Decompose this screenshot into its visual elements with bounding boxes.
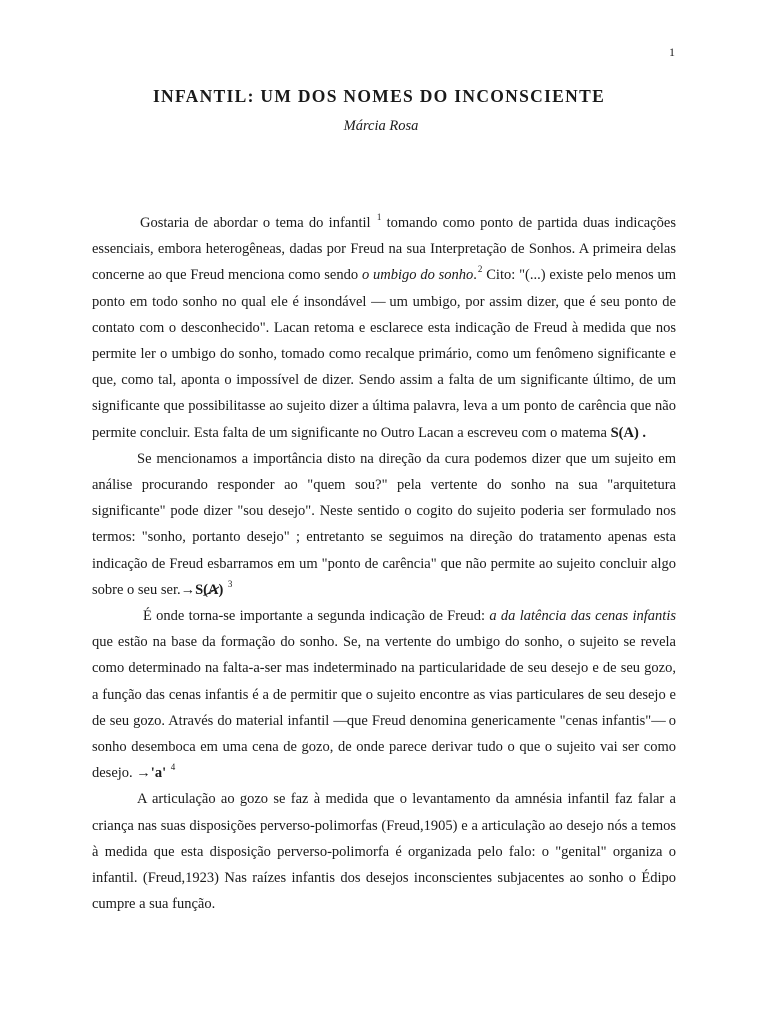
strike-mark-icon [195, 582, 223, 598]
paragraph-2-text-1: Se mencionamos a importância disto na direção da cura podemos dizer que um sujeito em análise procurando responder ao "quem sou?" pela vertente do sonho na sua "arquitetura significante" pode dizer "sou desejo". Neste sentido o cogito do sujeito poderia ser formulado nos termos: "sonho, portanto desejo" ; entretanto se seguimos na direção do tratamento apenas esta indicação de Freud esbarramos em um "ponto de carência" que não permite ao sujeito concluir algo sobre o seu ser. [92, 450, 676, 598]
document-title-text: INFANTIL: UM DOS NOMES DO INCONSCIENTE [152, 86, 606, 106]
em-dash: — [651, 712, 665, 729]
paragraph-3-text-2: que estão na base da formação do sonho. Se, na vertente do umbigo do sonho, o sujeito se revela como determinado na falta-a-ser mas indeterminado na particularidade de seu desejo e de seu gozo, a função das cenas infantis é a de permitir que o sujeito encontre as vias particulares de seu desejo e de seu gozo. Através do material infantil [92, 634, 676, 729]
footnote-ref-1[interactable]: 1 [376, 212, 382, 222]
emphasis-latencia-cenas-infantis: a da latência das cenas infantis [489, 608, 676, 625]
paragraph-3-text-3: que Freud denomina genericamente "cenas infantis" [346, 712, 652, 729]
paragraph-2 [92, 446, 676, 603]
paragraph-3 [92, 603, 676, 786]
footnote-ref-4[interactable]: 4 [170, 762, 176, 773]
em-dash: — [333, 712, 347, 729]
paragraph-4 [92, 786, 676, 917]
document-title [0, 86, 768, 107]
matheme-s-barred-a-text: S(A) [195, 581, 224, 598]
paragraph-1-text-1: Gostaria de abordar o tema do infantil [140, 215, 371, 231]
author-name-text: Márcia Rosa [343, 118, 419, 134]
page-number: 1 [669, 45, 675, 59]
object-a-symbol: 'a' [150, 765, 167, 782]
paragraph-3-text-1: É onde torna-se importante a segunda indicação de Freud: [143, 608, 490, 625]
paragraph-4-text-1: A articulação ao gozo se faz à medida que o levantamento da amnésia infantil faz falar a criança nas suas disposições perverso-polimorfas (Freud,1905) e a articulação ao desejo nós a temos à medida que esta disposição perverso-polimorfa é organizada pelo falo: o "genital" organiza o infantil. (Freud,1923) Nas raízes infantis dos desejos inconscientes subjacentes ao sonho o Édipo cumpre a sua função. [92, 791, 676, 913]
footnote-ref-3[interactable]: 3 [227, 578, 233, 589]
body-text [92, 210, 676, 917]
paragraph-1-text-5: um umbigo, por assim dizer, que é seu ponto de contato com o desconhecido". Lacan retoma e esclarece esta indicação de Freud à medida que nos permite ler o umbigo do sonho, tomado como recalque primário, como um fenômeno significante e que, como tal, aponta o impossível de dizer. Sendo assim a falta de um significante último, de um significante que possibilitasse ao sujeito dizer a última palavra, leva a um ponto de carência que não permite concluir. Esta falta de um significante no Outro Lacan a escreveu com o matema [92, 293, 676, 441]
arrow-icon: → [180, 581, 196, 598]
em-dash: — [371, 293, 385, 310]
arrow-icon: → [136, 765, 151, 782]
paragraph-3-text-4: o sonho desemboca em uma cena de gozo, de onde parece derivar tudo o que o sujeito vai ser como desejo. [92, 712, 677, 782]
footnote-ref-2[interactable]: 2 [477, 264, 483, 275]
paragraph-1-text-4: Cito: "(...) existe pelo menos um ponto em todo sonho no qual ele é insondável [92, 267, 676, 310]
matheme-s-barred-a: S(A) . [610, 424, 647, 441]
paragraph-1 [92, 210, 676, 446]
matheme-s-barred-a-struck [195, 582, 223, 598]
paragraph-1-text-3: . [473, 267, 477, 284]
author-name [0, 118, 768, 135]
emphasis-umbigo-do-sonho: o umbigo do sonho [361, 267, 474, 284]
paragraph-1-text-2: tomando como ponto de partida duas indicações essenciais, embora heterogêneas, dadas por Freud na sua Interpretação de Sonhos. A primeira delas concerne ao que Freud menciona como sendo [92, 215, 676, 284]
